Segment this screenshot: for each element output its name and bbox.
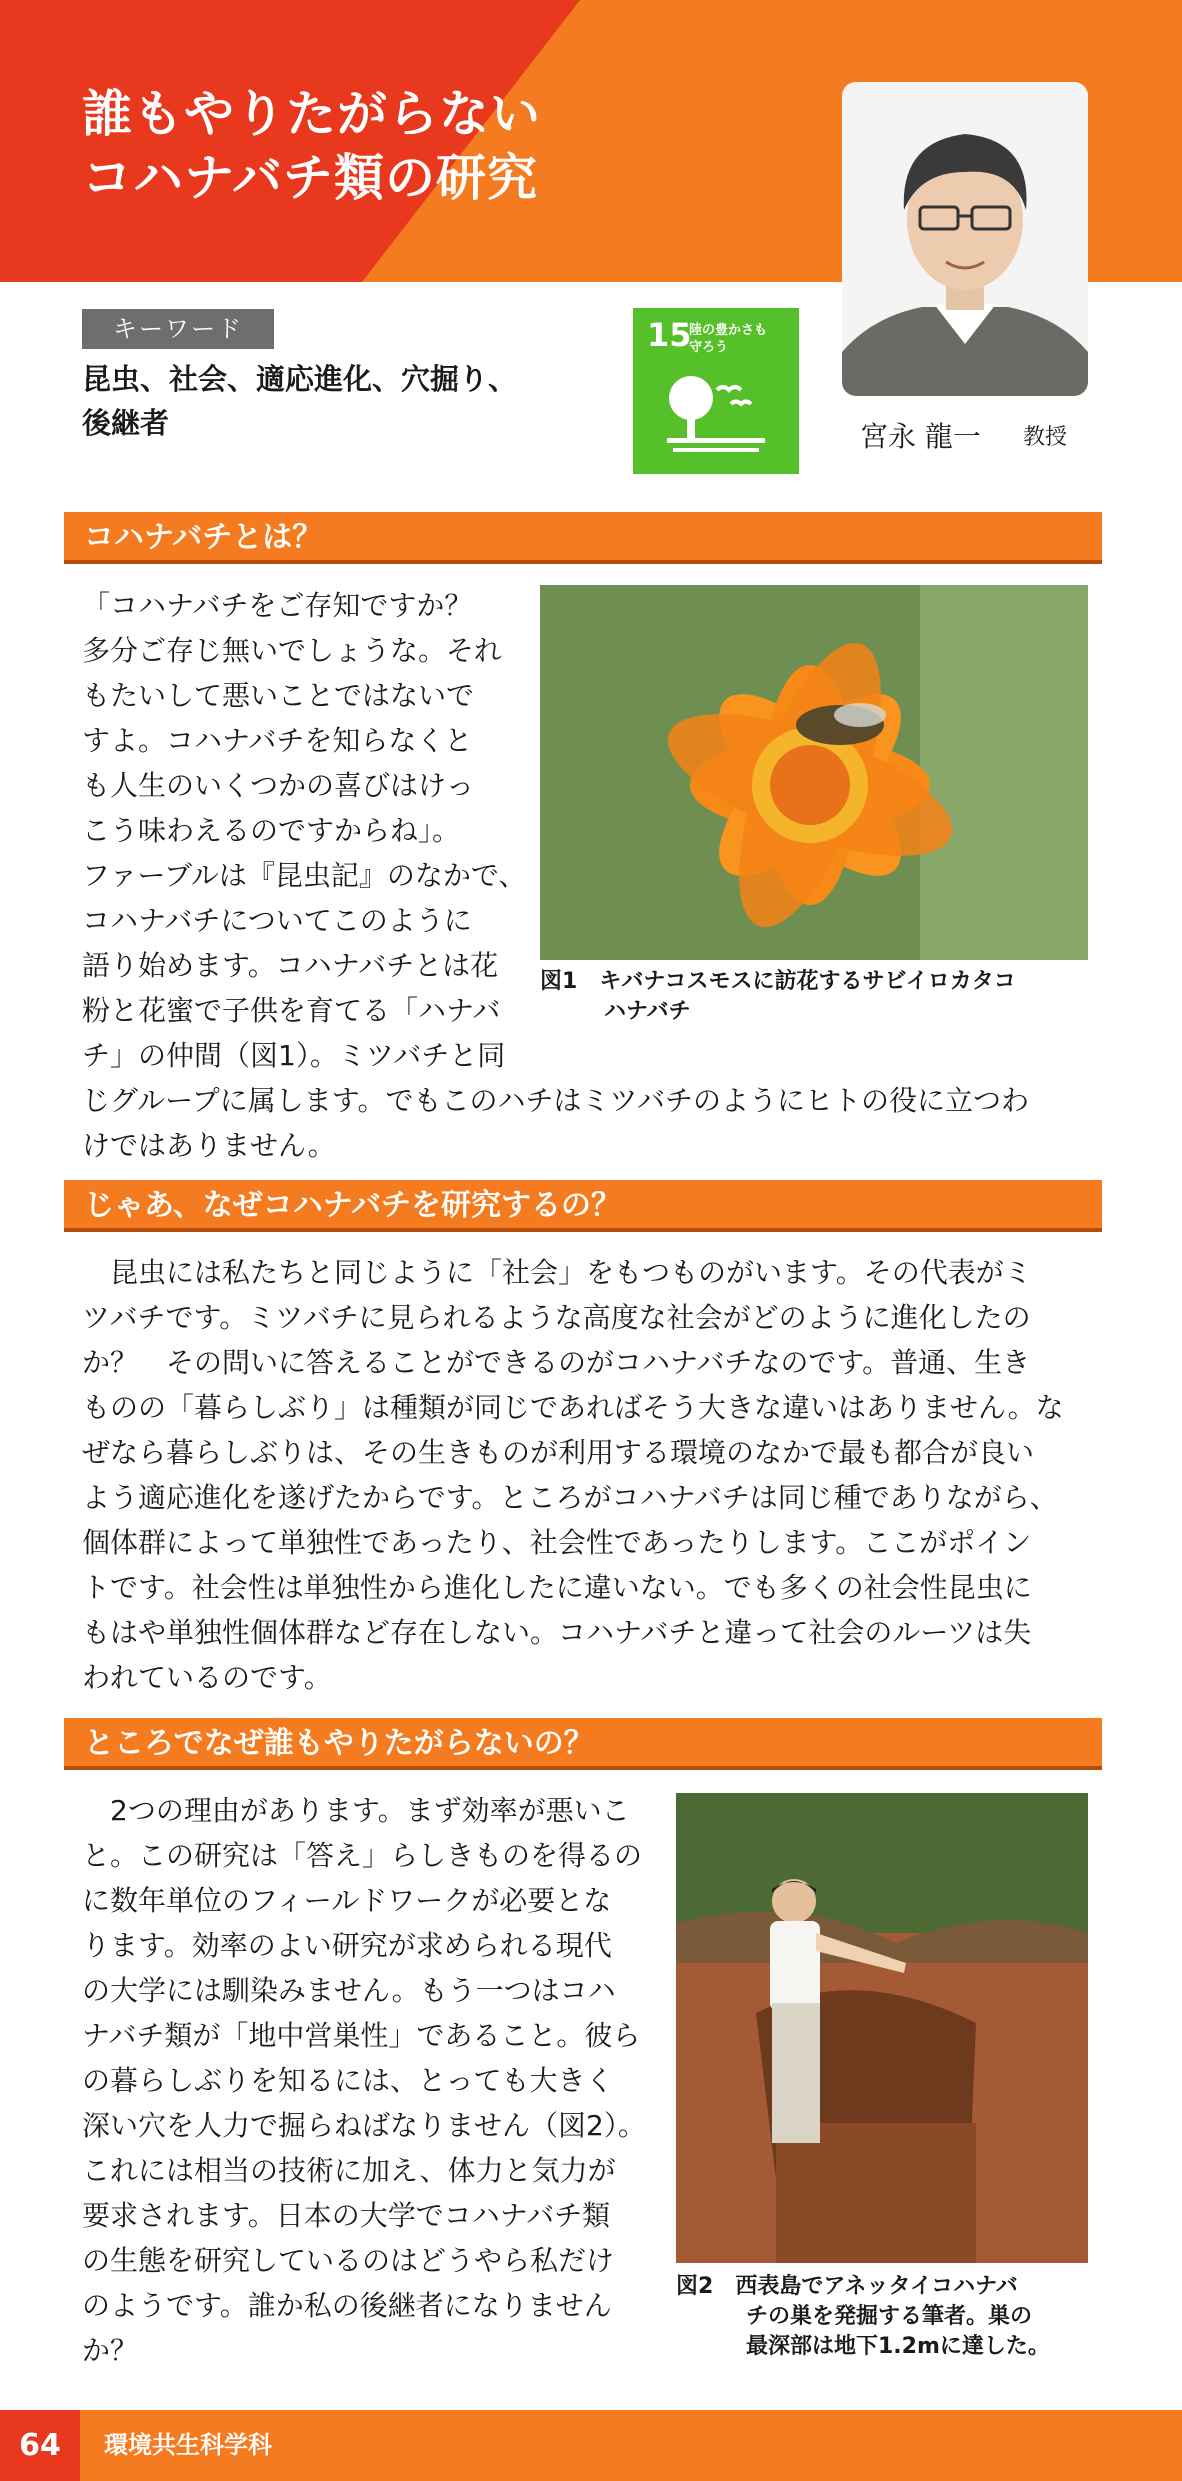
professor-title: 教授 [1023, 425, 1068, 450]
text-line: に数年単位のフィールドワークが必要とな [82, 1884, 612, 1917]
text-line: もはや単独性個体群など存在しない。コハナバチと違って社会のルーツは失 [82, 1616, 1032, 1649]
figure-1-label: 図1 [540, 969, 578, 994]
text-line: すよ。コハナバチを知らなくと [82, 724, 473, 757]
text-line: と。この研究は「答え」らしきものを得るの [82, 1839, 643, 1872]
title-line-2: コハナバチ類の研究 [82, 149, 538, 207]
sdg-text-line-1: 陸の豊かさも [689, 323, 768, 338]
text-line: よう適応進化を遂げたからです。ところがコハナバチは同じ種でありながら、 [82, 1481, 1058, 1514]
cosmos-bee-photo [540, 585, 1088, 960]
keyword-line-2: 後継者 [82, 406, 170, 440]
text-line: か？ その問いに答えることができるのがコハナバチなのです。普通、生き [82, 1346, 1031, 1379]
text-line: か？ [82, 2334, 139, 2367]
figure-1-caption-line-1: キバナコスモスに訪花するサビイロカタコ [599, 969, 1016, 994]
text-line: 要求されます。日本の大学でコハナバチ類 [82, 2199, 611, 2232]
section3-text [82, 1788, 646, 2373]
text-line: の暮らしぶりを知るには、とっても大きく [82, 2064, 614, 2097]
section2-text [82, 1250, 1064, 1700]
text-line: 個体群によって単独性であったり、社会性であったりします。ここがポイン [82, 1526, 1032, 1559]
text-line: ぜなら暮らしぶりは、その生きものが利用する環境のなかで最も都合が良い [82, 1436, 1035, 1469]
section-heading-1: コハナバチとは？ [64, 512, 1102, 564]
text-line: 昆虫には私たちと同じように「社会」をもつものがいます。その代表がミ [82, 1256, 1032, 1289]
text-line: トです。社会性は単独性から進化したに違いない。でも多くの社会性昆虫に [82, 1571, 1032, 1604]
page-number: 64 [0, 2410, 80, 2481]
title-line-1: 誰もやりたがらない [82, 85, 541, 143]
text-line: 多分ご存じ無いでしょうな。それ [82, 634, 503, 667]
text-line: ファーブルは『昆虫記』のなかで、 [82, 859, 527, 892]
figure-1-caption-line-2: ハナバチ [604, 999, 691, 1024]
section1-text-narrow [82, 583, 526, 1078]
figure-2-caption-line-1: 西表島でアネッタイコハナバ [735, 2274, 1018, 2299]
sdg-number: 15 [647, 316, 692, 354]
text-line: ります。効率のよい研究が求められる現代 [82, 1929, 612, 1962]
keyword-list [82, 357, 602, 445]
section-heading-2: じゃあ、なぜコハナバチを研究するの？ [64, 1180, 1102, 1232]
section-heading-1-stripe [64, 560, 1102, 564]
figure-2-caption-line-3: 最深部は地下1.2mに達した。 [746, 2334, 1050, 2359]
text-line: 2つの理由があります。まず効率が悪いこ [82, 1794, 630, 1827]
text-line: こう味わえるのですからね」。 [82, 814, 461, 847]
text-line: 「コハナバチをご存知ですか？ [82, 589, 473, 622]
tree-icon [661, 370, 771, 460]
text-line: これには相当の技術に加え、体力と気力が [82, 2154, 616, 2187]
section1-text-full [82, 1078, 1029, 1168]
figure-1-caption [540, 967, 1100, 1027]
figure-2-label: 図2 [676, 2274, 714, 2299]
sdg-text-line-2: 守ろう [689, 340, 729, 355]
text-line: コハナバチについてこのように [82, 904, 472, 937]
page-title [82, 82, 541, 210]
professor-portrait [842, 82, 1088, 396]
text-line: けではありません。 [82, 1129, 336, 1162]
department-name: 環境共生科学科 [104, 2431, 272, 2459]
text-line: 深い穴を人力で掘らねばなりません（図2）。 [82, 2109, 646, 2142]
figure-1-image [540, 585, 1088, 960]
section-heading-3: ところでなぜ誰もやりたがらないの？ [64, 1718, 1102, 1770]
text-line: 語り始めます。コハナバチとは花 [82, 949, 499, 982]
professor-name: 宮永 龍一 [860, 420, 981, 453]
excavation-photo [676, 1793, 1088, 2263]
text-line: じグループに属します。でもこのハチはミツバチのようにヒトの役に立つわ [82, 1084, 1029, 1117]
text-line: チ」の仲間（図1）。ミツバチと同 [82, 1039, 506, 1072]
text-line: ナバチ類が「地中営巣性」であること。彼ら [82, 2019, 641, 2052]
section-heading-3-stripe [64, 1766, 1102, 1770]
figure-2-caption [676, 2272, 1096, 2362]
figure-2-image [676, 1793, 1088, 2263]
section-heading-2-stripe [64, 1228, 1102, 1232]
text-line: 粉と花蜜で子供を育てる「ハナバ [82, 994, 501, 1027]
professor-photo [842, 82, 1088, 396]
text-line: の生態を研究しているのはどうやら私だけ [82, 2244, 615, 2277]
text-line: われているのです。 [82, 1661, 332, 1694]
text-line: も人生のいくつかの喜びはけっ [82, 769, 475, 802]
keyword-tag: キーワード [82, 309, 274, 349]
sdg-badge [633, 308, 799, 474]
figure-2-caption-line-2: チの巣を発掘する筆者。巣の [746, 2304, 1033, 2329]
text-line: の大学には馴染みません。もう一つはコハ [82, 1974, 616, 2007]
keyword-line-1: 昆虫、社会、適応進化、穴掘り、 [82, 362, 518, 396]
sdg-text [689, 322, 767, 356]
text-line: ものの「暮らしぶり」は種類が同じであればそう大きな違いはありません。な [82, 1391, 1064, 1424]
text-line: のようです。誰か私の後継者になりません [82, 2289, 612, 2322]
text-line: ツバチです。ミツバチに見られるような高度な社会がどのように進化したの [82, 1301, 1031, 1334]
text-line: もたいして悪いことではないで [82, 679, 475, 712]
